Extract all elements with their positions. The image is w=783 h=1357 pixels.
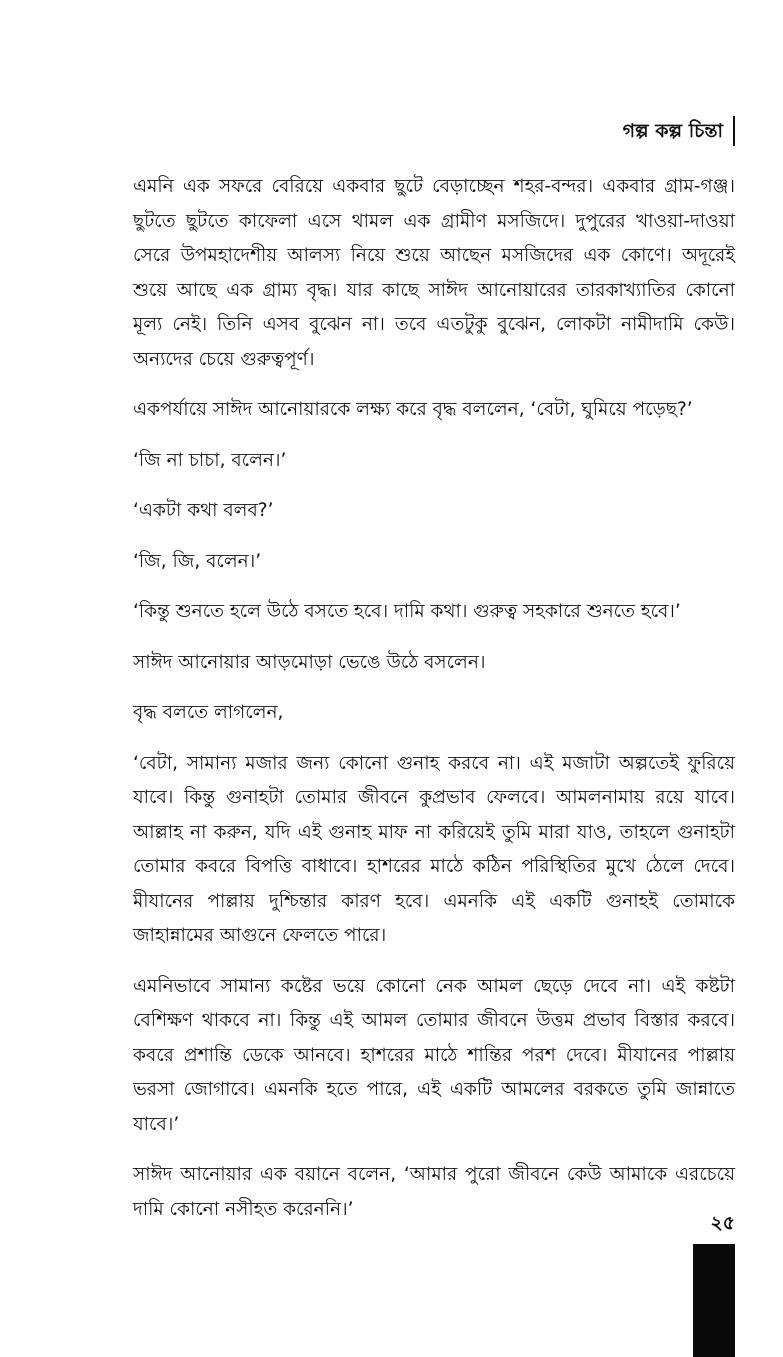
paragraph: ‘একটা কথা বলব?’ xyxy=(133,500,274,521)
paragraph: সাঈদ আনোয়ার আড়মোড়া ভেঙে উঠে বসলেন। xyxy=(133,651,486,673)
paragraph: এমনিভাবে সামান্য কষ্টের ভয়ে কোনো নেক আমল ছেড়ে দেবে না। এই কষ্টটা বেশিক্ষণ থাকবে না। কিন্তু এই আমল তোমার জীবনে উত্তম প্রভাব বিস্তার করবে। কবরে প্রশান্তি ডেকে আনবে। হাশরের মাঠে শান্তির পরশ দেবে। মীযানের পাল্লায় ভরসা জোগাবে। এমনকি হতে পারে, এই একটি আমলের বরকতে তুমি জান্নাতে যাবে।’ xyxy=(133,975,735,1135)
paragraph: ‘জি, জি, বলেন।’ xyxy=(133,550,262,572)
paragraph: এমনি এক সফরে বেরিয়ে একবার ছুটে বেড়াচ্ছেন শহর-বন্দর। একবার গ্রাম-গঞ্জ। ছুটতে ছুটতে কাফেলা এসে থামল এক গ্রামীণ মসজিদে। দুপুরের খাওয়া-দাওয়া সেরে উপমহাদেশীয় আলস্য নিয়ে শুয়ে আছেন মসজিদের এক কোণে। অদূরেই শুয়ে আছে এক গ্রাম্য বৃদ্ধ। যার কাছে সাঈদ আনোয়ারের তারকাখ্যাতির কোনো মূল্য নেই। তিনি এসব বুঝেন না। তবে এতটুকু বুঝেন, লোকটা নামীদামি কেউ। অন্যদের চেয়ে গুরুত্বপূর্ণ। xyxy=(133,176,735,370)
page-body xyxy=(133,170,735,1243)
paragraph: একপর্যায়ে সাঈদ আনোয়ারকে লক্ষ্য করে বৃদ্ধ বললেন, ‘বেটা, ঘুমিয়ে পড়েছ?’ xyxy=(133,399,693,420)
paragraph: বৃদ্ধ বলতে লাগলেন, xyxy=(133,702,284,723)
header-divider xyxy=(733,116,735,146)
running-header xyxy=(623,116,735,146)
page-edge-tab xyxy=(693,1244,735,1357)
paragraph: সাঈদ আনোয়ার এক বয়ানে বলেন, ‘আমার পুরো জীবনে কেউ আমাকে এরচেয়ে দামি কোনো নসীহত করেননি।’ xyxy=(133,1164,735,1220)
paragraph: ‘বেটা, সামান্য মজার জন্য কোনো গুনাহ করবে না। এই মজাটা অল্পতেই ফুরিয়ে যাবে। কিন্তু গুনাহটা তোমার জীবনে কুপ্রভাব ফেলবে। আমলনামায় রয়ে যাবে। আল্লাহ না করুন, যদি এই গুনাহ মাফ না করিয়েই তুমি মারা যাও, তাহলে গুনাহটা তোমার কবরে বিপত্তি বাধাবে। হাশরের মাঠে কঠিন পরিস্থিতির মুখে ঠেলে দেবে। মীযানের পাল্লায় দুশ্চিন্তার কারণ হবে। এমনকি এই একটি গুনাহই তোমাকে জাহান্নামের আগুনে ফেলতে পারে। xyxy=(133,752,735,946)
paragraph: ‘জি না চাচা, বলেন।’ xyxy=(133,449,287,471)
book-title: গল্প কল্প চিন্তা xyxy=(622,120,723,142)
page-number: ২৫ xyxy=(710,1212,735,1234)
paragraph: ‘কিন্তু শুনতে হলে উঠে বসতে হবে। দামি কথা। গুরুত্ব সহকারে শুনতে হবে।’ xyxy=(133,601,681,622)
